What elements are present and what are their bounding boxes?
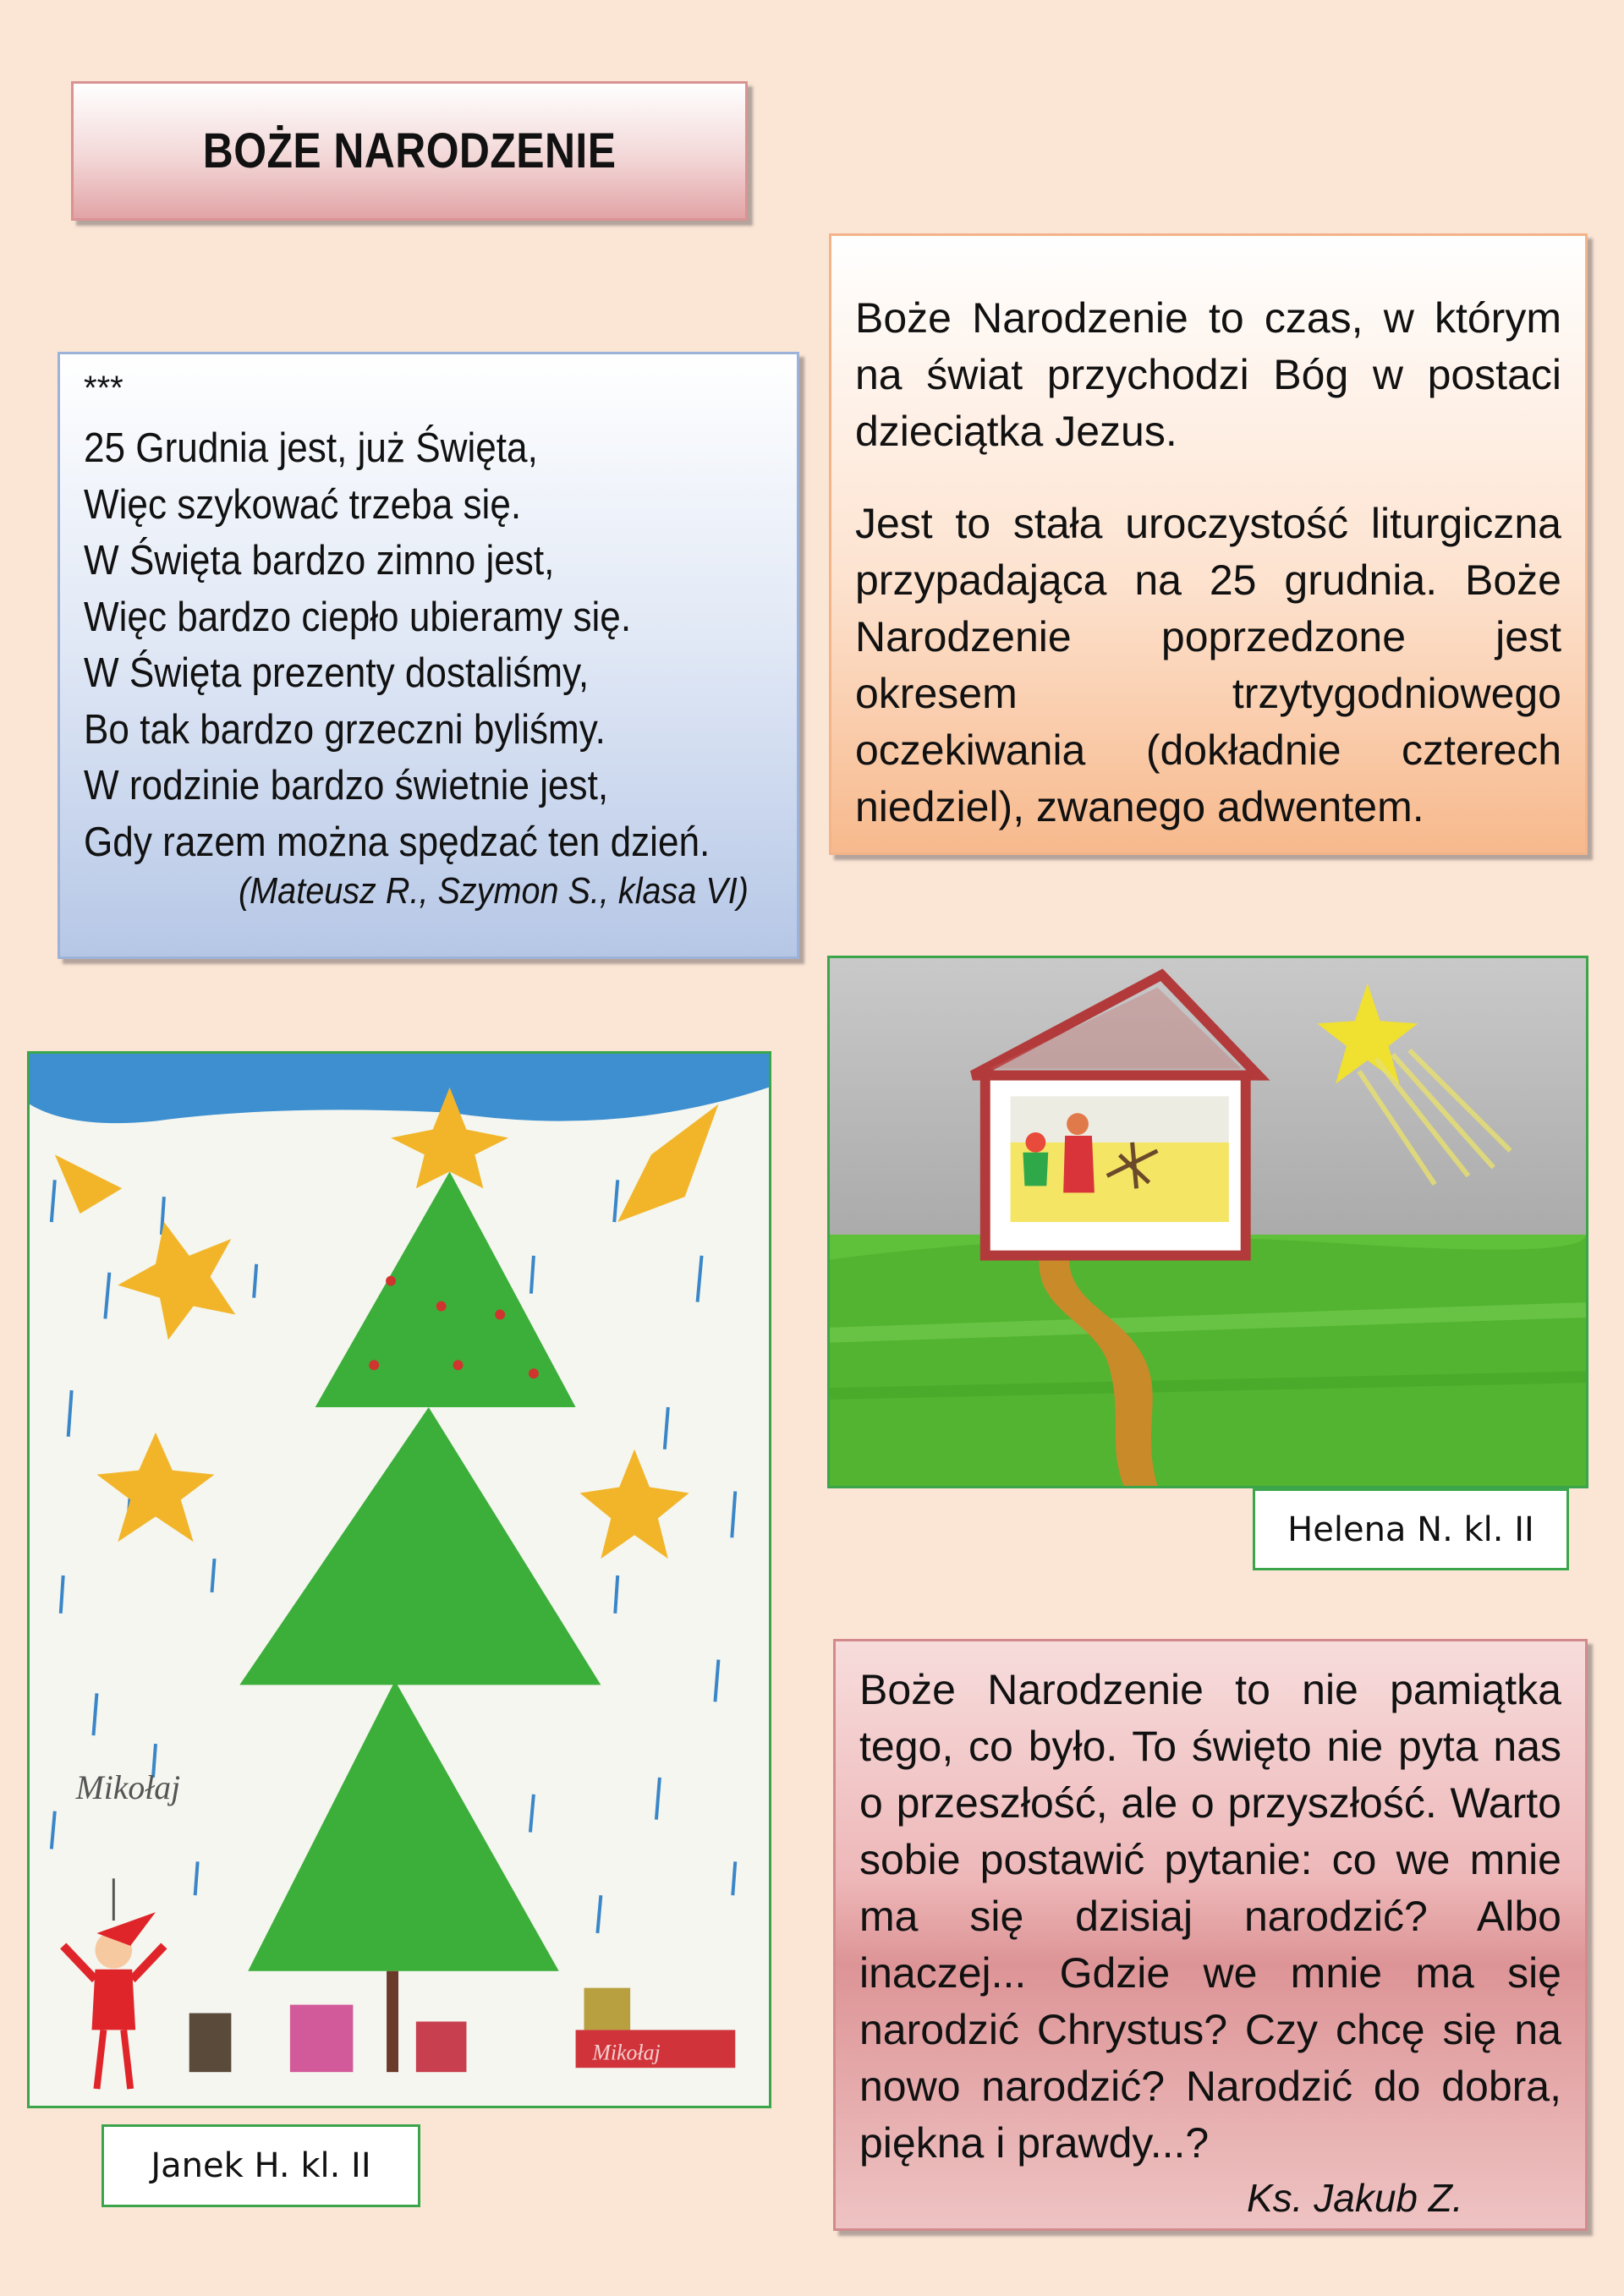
intro-paragraph: Jest to stała uroczystość liturgiczna przypadająca na 25 grudnia. Boże Narodzenie poprzedzone jest okresem trzytygodniowego oczekiwania (dokładnie czterech niedziel), zwanego adwentem. bbox=[855, 500, 1561, 830]
poem-line: Więc bardzo ciepło ubieramy się. bbox=[84, 594, 632, 640]
poem-stars: *** bbox=[84, 370, 123, 407]
quote-author: Ks. Jakub Z. bbox=[1247, 2176, 1463, 2220]
poem-line: Gdy razem można spędzać ten dzień. bbox=[84, 819, 710, 865]
page-title: BOŻE NARODZENIE bbox=[202, 123, 617, 178]
intro-paragraph: Boże Narodzenie to czas, w którym na świat przychodzi Bóg w postaci dzieciątka Jezus. bbox=[855, 294, 1561, 455]
poem-line: W Święta prezenty dostaliśmy, bbox=[84, 650, 590, 696]
house-drawing-caption: Helena N. kl. II bbox=[1253, 1488, 1569, 1570]
poem-box bbox=[58, 352, 799, 959]
tree-drawing bbox=[27, 1051, 771, 2108]
quote-text: Boże Narodzenie to nie pamiątka tego, co było. To święto nie pyta nas o przeszłość, ale o przyszłość. Warto sobie postawić pytanie: co we mnie ma się dzisiaj narodzić? Albo inaczej... Gdzie we mnie ma się narodzić Chrystus? Czy chcę się na nowo narodzić? Narodzić do dobra, piękna i prawdy...? bbox=[859, 1666, 1561, 2167]
tree-drawing-image bbox=[30, 1054, 769, 2106]
sleigh-label: Mikołaj bbox=[592, 2040, 661, 2065]
poem-line: Bo tak bardzo grzeczni byliśmy. bbox=[84, 706, 606, 753]
title-box bbox=[71, 81, 748, 221]
tree-drawing-caption: Janek H. kl. II bbox=[102, 2124, 420, 2207]
poem-line: W rodzinie bardzo świetnie jest, bbox=[84, 763, 609, 808]
santa-label: Mikołaj bbox=[75, 1768, 181, 1806]
quote-box bbox=[833, 1639, 1588, 2231]
house-drawing bbox=[827, 956, 1588, 1488]
poem-author: (Mateusz R., Szymon S., klasa VI) bbox=[239, 870, 749, 912]
poem-line: 25 Grudnia jest, już Święta, bbox=[84, 425, 538, 471]
house-drawing-image bbox=[830, 958, 1586, 1486]
poem-line: Więc szykować trzeba się. bbox=[84, 481, 522, 528]
intro-box bbox=[829, 233, 1588, 855]
poem-line: W Święta bardzo zimno jest, bbox=[84, 538, 555, 584]
